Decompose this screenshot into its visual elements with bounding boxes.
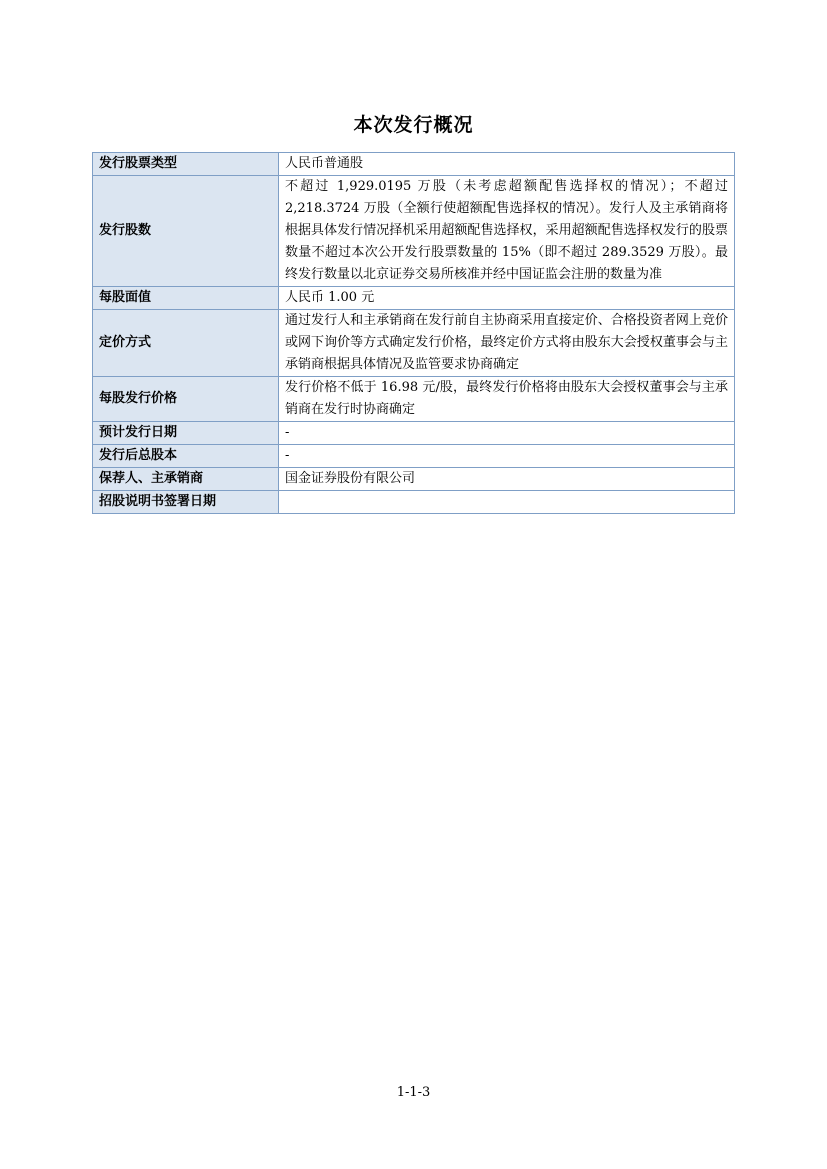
row-value: 发行价格不低于 16.98 元/股，最终发行价格将由股东大会授权董事会与主承销商在发行时协商确定 (279, 377, 735, 422)
row-label: 预计发行日期 (93, 422, 279, 445)
table-row (93, 445, 735, 468)
row-value: 人民币普通股 (279, 153, 735, 176)
row-label: 发行后总股本 (93, 445, 279, 468)
table-row (93, 491, 735, 514)
row-value: 国金证券股份有限公司 (279, 468, 735, 491)
table-row (93, 153, 735, 176)
table-row (93, 377, 735, 422)
table-row (93, 176, 735, 287)
table-row (93, 310, 735, 377)
row-value: - (279, 422, 735, 445)
table-row (93, 287, 735, 310)
table-row (93, 422, 735, 445)
row-label: 招股说明书签署日期 (93, 491, 279, 514)
row-label: 发行股票类型 (93, 153, 279, 176)
row-label: 保荐人、主承销商 (93, 468, 279, 491)
row-value (279, 491, 735, 514)
offering-summary-table (92, 152, 735, 514)
row-label: 每股发行价格 (93, 377, 279, 422)
page-number: 1-1-3 (396, 1085, 431, 1100)
row-value: 通过发行人和主承销商在发行前自主协商采用直接定价、合格投资者网上竞价或网下询价等方式确定发行价格，最终定价方式将由股东大会授权董事会与主承销商根据具体情况及监管要求协商确定 (279, 310, 735, 377)
row-label: 定价方式 (93, 310, 279, 377)
row-value: 人民币 1.00 元 (279, 287, 735, 310)
row-value: 不超过 1,929.0195 万股（未考虑超额配售选择权的情况）；不超过 2,218.3724 万股（全额行使超额配售选择权的情况）。发行人及主承销商将根据具体发行情况择机采用超额配售选择权，采用超额配售选择权发行的股票数量不超过本次公开发行股票数量的 15%（即不超过 289.3529 万股）。最终发行数量以北京证券交易所核准并经中国证监会注册的数量为准 (279, 176, 735, 287)
row-label: 每股面值 (93, 287, 279, 310)
row-label: 发行股数 (93, 176, 279, 287)
page-title: 本次发行概况 (353, 114, 474, 136)
table-row (93, 468, 735, 491)
row-value: - (279, 445, 735, 468)
